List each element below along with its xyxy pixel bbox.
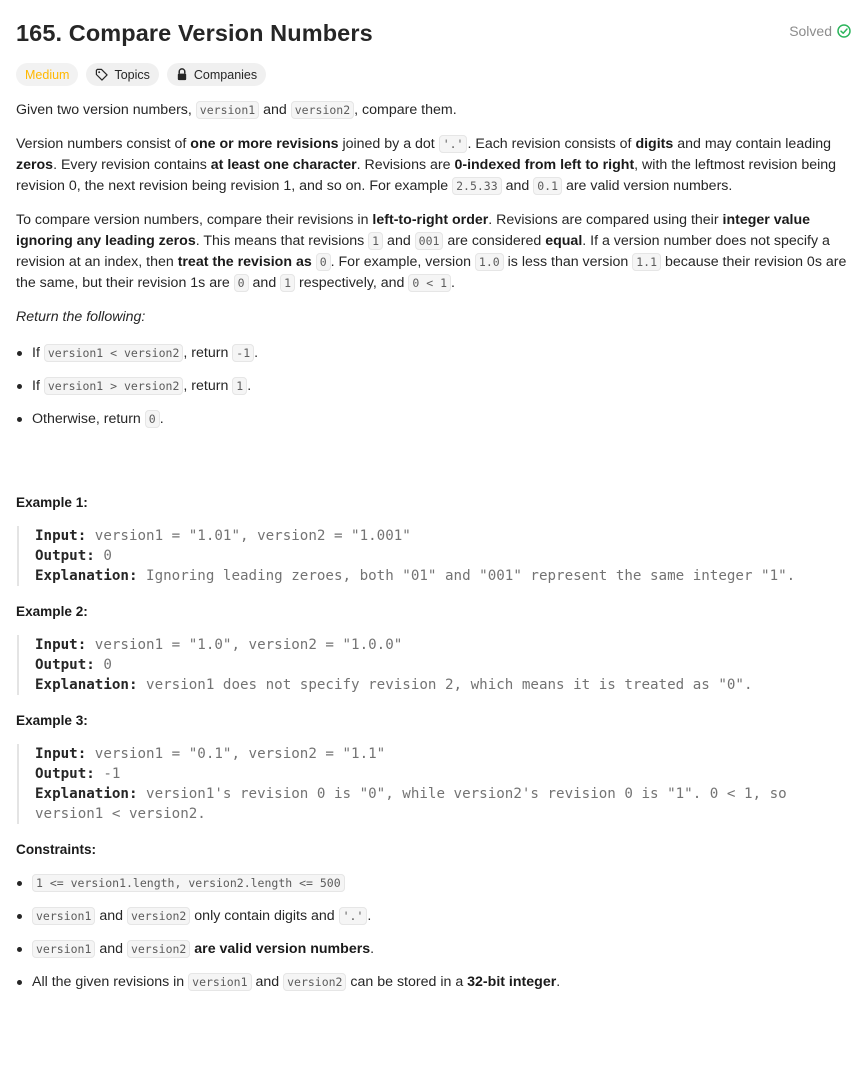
example-block: Input: version1 = "0.1", version2 = "1.1" Output: -1 Explanation: version1's revision 0 is "0", while version2's revision 0 is "1". 0 < 1, so version1 < version2. — [17, 744, 852, 824]
list-item: version1 and version2 only contain digits and '.' . — [16, 906, 852, 927]
list-item: Otherwise, return 0 . — [16, 409, 852, 430]
problem-title[interactable]: 165. Compare Version Numbers — [16, 20, 373, 46]
constraints-list — [16, 873, 852, 993]
tag-row — [16, 63, 852, 86]
companies-label: Companies — [193, 67, 258, 82]
example-2 — [16, 601, 852, 695]
return-list — [16, 343, 852, 430]
example-block: Input: version1 = "1.01", version2 = "1.001" Output: 0 Explanation: Ignoring leading zeroes, both "01" and "001" represent the same integer "1". — [17, 526, 852, 586]
topics-button[interactable] — [86, 63, 158, 86]
example-block: Input: version1 = "1.0", version2 = "1.0.0" Output: 0 Explanation: version1 does not specify revision 2, which means it is treated as "0". — [17, 635, 852, 695]
example-title: Example 1: — [16, 495, 88, 510]
tag-icon — [95, 68, 108, 81]
topics-label: Topics — [114, 67, 150, 82]
solved-status — [789, 23, 851, 39]
problem-description — [16, 100, 852, 993]
example-1 — [16, 492, 852, 586]
example-3 — [16, 710, 852, 824]
list-item: version1 and version2 are valid version numbers. — [16, 939, 852, 960]
list-item: If version1 < version2 , return -1 . — [16, 343, 852, 364]
title-row — [16, 18, 852, 48]
compare-paragraph: To compare version numbers, compare their revisions in left-to-right order. Revisions are compared using their integer value ignoring any leading zeros. This means that revisions 1 and 001 are considered equal. If a version number does not specify a revision at an index, then treat the revision as 0 . For example, version 1.0 is less than version 1.1 because their revision 0s are the same, but their revision 1s are 0 and 1 respectively, and 0 < 1 . — [16, 212, 847, 291]
example-title: Example 2: — [16, 604, 88, 619]
list-item: All the given revisions in version1 and version2 can be stored in a 32-bit integer. — [16, 972, 852, 993]
example-title: Example 3: — [16, 713, 88, 728]
difficulty-label: Medium — [25, 67, 70, 82]
constraints-title: Constraints: — [16, 842, 97, 857]
check-circle-icon — [837, 24, 851, 38]
lock-icon — [176, 68, 188, 81]
list-item: 1 <= version1.length, version2.length <= 500 — [16, 873, 852, 894]
companies-button[interactable] — [167, 63, 266, 86]
solved-label: Solved — [789, 23, 832, 39]
revisions-paragraph: Version numbers consist of one or more revisions joined by a dot '.' . Each revision consists of digits and may contain leading zeros. Every revision contains at least one character. Revisions are 0-indexed from left to right, with the leftmost revision being revision 0, the next revision being revision 1, and so on. For example 2.5.33 and 0.1 are valid version numbers. — [16, 136, 837, 194]
intro-paragraph: Given two version numbers, version1 and version2 , compare them. — [16, 102, 457, 118]
return-heading: Return the following: — [16, 309, 146, 325]
list-item: If version1 > version2 , return 1 . — [16, 376, 852, 397]
difficulty-badge — [16, 63, 78, 86]
